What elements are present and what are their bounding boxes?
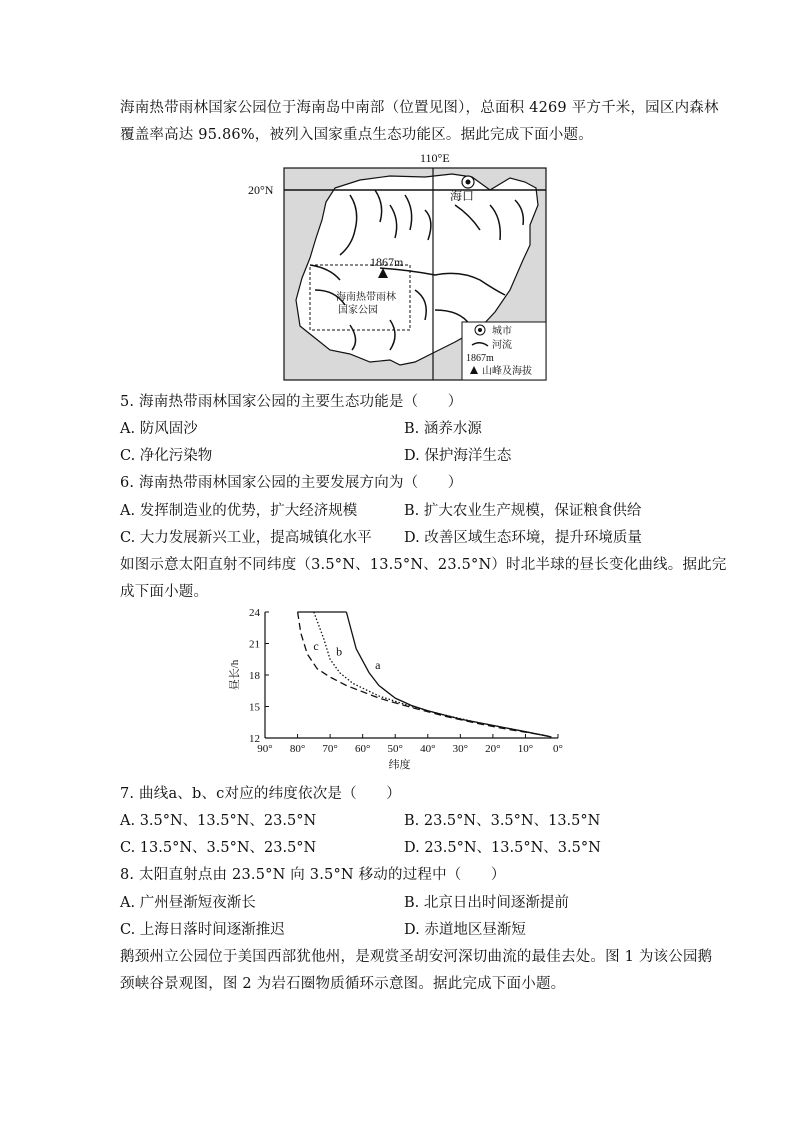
intro-paragraph-line: 成下面小题。 <box>120 584 209 600</box>
q8-option-c: C. 上海日落时间逐渐推迟 <box>120 922 285 938</box>
q7-option-b: B. 23.5°N、3.5°N、13.5°N <box>404 813 601 829</box>
x-tick-label: 50° <box>387 743 403 755</box>
q7-option-d: D. 23.5°N、13.5°N、3.5°N <box>404 840 601 856</box>
x-axis-label: 纬度 <box>388 759 411 771</box>
q8-option-d: D. 赤道地区昼渐短 <box>404 922 526 938</box>
intro-paragraph-line: 鹅颈州立公园位于美国西部犹他州，是观赏圣胡安河深切曲流的最佳去处。图 1 为该公园鹅 <box>120 949 713 965</box>
q7-option-a: A. 3.5°N、13.5°N、23.5°N <box>120 813 317 829</box>
x-tick-label: 80° <box>289 743 306 755</box>
x-tick-label: 60° <box>354 743 371 755</box>
latitude-label: 20°N <box>248 183 274 197</box>
x-tick-label: 30° <box>452 743 469 755</box>
legend-peak-height: 1867m <box>466 353 494 364</box>
intro-paragraph-line: 覆盖率高达 95.86%，被列入国家重点生态功能区。据此完成下面小题。 <box>120 127 593 143</box>
series-label-c: c <box>313 639 319 653</box>
legend-peak-label: 山峰及海拔 <box>482 366 532 377</box>
question-8-stem: 8. 太阳直射点由 23.5°N 向 3.5°N 移动的过程中（ ） <box>120 867 506 883</box>
longitude-label: 110°E <box>420 151 450 165</box>
day-length-chart <box>220 600 580 775</box>
y-tick-label: 24 <box>249 607 260 619</box>
city-label: 海口 <box>450 189 475 203</box>
park-label-line2: 国家公园 <box>338 305 378 316</box>
series-line-c <box>298 612 552 737</box>
x-tick-label: 40° <box>420 743 436 755</box>
intro-paragraph-line: 如图示意太阳直射不同纬度（3.5°N、13.5°N、23.5°N）时北半球的昼长变化曲线。据此完 <box>120 557 727 573</box>
series-line-a <box>346 612 551 737</box>
q6-option-b: B. 扩大农业生产规模，保证粮食供给 <box>404 503 642 519</box>
intro-paragraph-line: 海南热带雨林国家公园位于海南岛中南部（位置见图），总面积 4269 平方千米，园区内森林 <box>120 100 719 116</box>
series-line-b <box>314 612 552 737</box>
x-tick-label: 20° <box>485 743 501 755</box>
x-tick-label: 70° <box>322 743 338 755</box>
series-label-a: a <box>375 657 381 672</box>
legend-river-label: 河流 <box>492 340 512 351</box>
question-7-stem: 7. 曲线a、b、c对应的纬度依次是（ ） <box>120 786 401 802</box>
y-axis-label: 昼长/h <box>229 659 241 691</box>
y-tick-label: 21 <box>249 638 260 651</box>
q6-option-d: D. 改善区域生态环境，提升环境质量 <box>404 530 642 546</box>
question-6-stem: 6. 海南热带雨林国家公园的主要发展方向为（ ） <box>120 475 463 491</box>
q8-option-a: A. 广州昼渐短夜渐长 <box>120 895 256 911</box>
x-tick-label: 0° <box>553 743 563 755</box>
q5-option-b: B. 涵养水源 <box>404 421 482 437</box>
hainan-map <box>240 150 560 385</box>
series-label-b: b <box>336 644 343 659</box>
x-tick-label: 10° <box>517 743 534 755</box>
q6-option-a: A. 发挥制造业的优势，扩大经济规模 <box>120 503 358 519</box>
q5-option-d: D. 保护海洋生态 <box>404 448 512 464</box>
y-tick-label: 12 <box>249 733 260 745</box>
question-5-stem: 5. 海南热带雨林国家公园的主要生态功能是（ ） <box>120 394 463 410</box>
y-tick-label: 18 <box>249 670 260 682</box>
x-tick-label: 90° <box>257 743 273 755</box>
q5-option-c: C. 净化污染物 <box>120 448 213 464</box>
q6-option-c: C. 大力发展新兴工业，提高城镇化水平 <box>120 530 372 546</box>
legend-city-label: 城市 <box>492 326 512 337</box>
park-label-line1: 海南热带雨林 <box>336 292 396 303</box>
peak-height-label: 1867m <box>370 255 404 269</box>
y-tick-label: 15 <box>249 701 260 714</box>
q5-option-a: A. 防风固沙 <box>120 421 198 437</box>
intro-paragraph-line: 颈峡谷景观图，图 2 为岩石圈物质循环示意图。据此完成下面小题。 <box>120 976 566 992</box>
q7-option-c: C. 13.5°N、3.5°N、23.5°N <box>120 840 317 856</box>
q8-option-b: B. 北京日出时间逐渐提前 <box>404 895 569 911</box>
